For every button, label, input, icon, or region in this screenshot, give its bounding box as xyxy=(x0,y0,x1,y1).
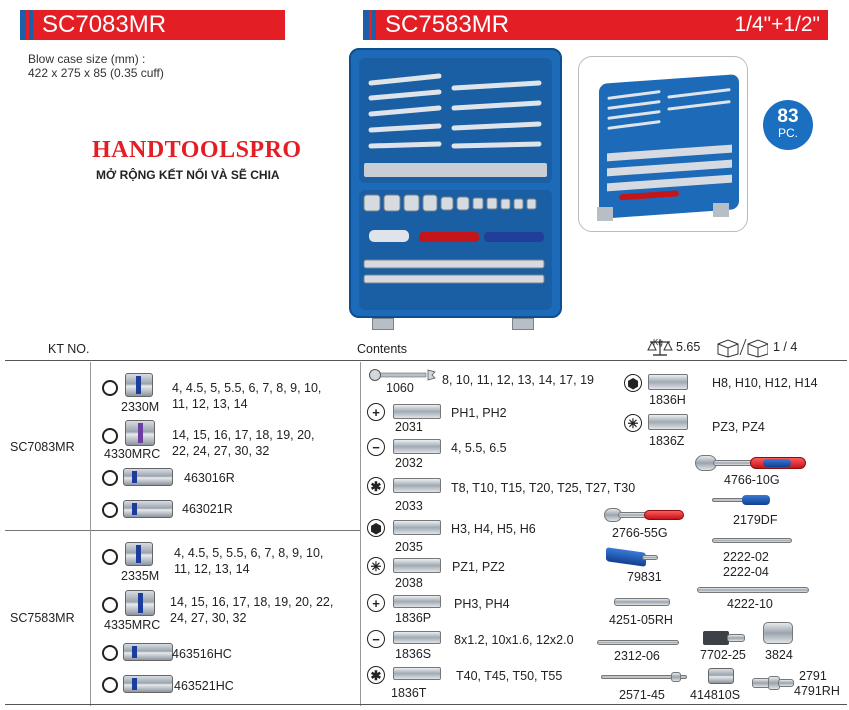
bit-socket-image xyxy=(393,478,441,493)
bit-socket-image xyxy=(393,558,441,573)
item-code: 2312-06 xyxy=(614,649,660,663)
inset-case-image xyxy=(599,74,739,219)
item-sizes: 4, 5.5, 6.5 xyxy=(451,441,507,455)
item-sizes: 8, 10, 11, 12, 13, 14, 17, 19 xyxy=(442,373,594,387)
phillips-icon: + xyxy=(367,594,385,612)
bit-socket-image xyxy=(393,439,441,454)
item-code: 463516HC xyxy=(172,647,232,661)
header-right-title: SC7583MR xyxy=(385,11,510,38)
table-divider xyxy=(90,362,91,706)
torx-icon: ✱ xyxy=(367,666,385,684)
inset-tool-case xyxy=(599,74,739,219)
socket-type-ring xyxy=(102,645,118,661)
item-code: 2222-04 xyxy=(723,565,769,579)
item-code: 4791RH xyxy=(794,684,840,698)
weight-unit: Kg xyxy=(653,338,663,347)
screwdriver-image xyxy=(712,495,770,505)
pozidriv-icon: ✳ xyxy=(624,414,642,432)
inset-photo-frame xyxy=(578,56,748,232)
socket-image xyxy=(125,373,153,397)
model-label: SC7083MR xyxy=(10,440,75,454)
socket-type-ring xyxy=(102,549,118,565)
ratchet-large-image xyxy=(695,455,807,471)
socket-type-ring xyxy=(102,502,118,518)
extension-image xyxy=(597,640,679,645)
bit-image xyxy=(648,414,688,430)
case-base xyxy=(359,190,552,310)
packing-value: 1 / 4 xyxy=(773,340,798,354)
item-code: 463016R xyxy=(184,471,235,485)
item-sizes: PH3, PH4 xyxy=(454,597,510,611)
item-code: 4766-10G xyxy=(724,473,780,487)
header-right xyxy=(363,10,828,40)
item-code: 2330M xyxy=(121,400,160,414)
socket-image xyxy=(125,542,153,566)
item-sizes: 8x1.2, 10x1.6, 12x2.0 xyxy=(454,633,574,647)
bit-image xyxy=(393,631,441,644)
hex-icon: ⬢ xyxy=(367,519,385,537)
carton-box-icon xyxy=(716,336,768,358)
header-left xyxy=(20,10,285,40)
header-accent xyxy=(363,10,369,40)
case-lid xyxy=(359,58,552,183)
header-accent xyxy=(20,10,26,40)
bit-socket-image xyxy=(393,404,441,419)
tool-case-open xyxy=(349,48,562,318)
item-sizes: T40, T45, T50, T55 xyxy=(456,669,563,683)
header-size-label: 1/4"+1/2" xyxy=(734,13,820,36)
pozidriv-icon: ✳ xyxy=(367,557,385,575)
item-code: 1836H xyxy=(649,393,686,407)
item-sizes: PH1, PH2 xyxy=(451,406,507,420)
adapter-socket-image xyxy=(708,668,734,684)
table-divider xyxy=(5,704,847,705)
extension-image xyxy=(614,598,670,606)
slotted-icon: − xyxy=(367,630,385,648)
blow-case-line1: Blow case size (mm) : xyxy=(28,52,146,66)
header-accent xyxy=(372,10,376,40)
extension-bar-image xyxy=(712,538,792,543)
header-accent xyxy=(29,10,33,40)
header-left-title: SC7083MR xyxy=(42,11,167,38)
item-sizes: 14, 15, 16, 17, 18, 19, 20, 22, 24, 27, 30, 32 xyxy=(172,428,315,458)
item-sizes: 14, 15, 16, 17, 18, 19, 20, 22, 24, 27, 30, 32 xyxy=(170,595,334,625)
item-code: 79831 xyxy=(627,570,662,584)
deep-socket-image xyxy=(123,500,173,518)
table-divider xyxy=(5,360,847,361)
item-code: 1060 xyxy=(386,381,414,395)
weight-block xyxy=(647,336,673,363)
adapter-image xyxy=(703,631,745,645)
item-code: 2038 xyxy=(395,576,423,590)
item-code: 2791 xyxy=(799,669,827,683)
case-latch xyxy=(512,318,534,330)
item-code: 4335MRC xyxy=(104,618,161,632)
inset-latch xyxy=(597,207,613,221)
socket-type-ring xyxy=(102,597,118,613)
item-sizes: H8, H10, H12, H14 xyxy=(712,376,818,390)
brand-logo: HANDTOOLSPRO xyxy=(92,137,302,163)
wrench-set-image xyxy=(359,58,552,183)
t-bar-image xyxy=(601,672,687,682)
item-sizes: PZ1, PZ2 xyxy=(452,560,505,574)
item-code: 414810S xyxy=(690,688,741,702)
table-divider xyxy=(360,362,361,706)
packing-icons xyxy=(716,336,768,363)
universal-joint-image xyxy=(752,676,794,690)
combination-wrench-icon xyxy=(368,368,436,382)
item-code: 463521HC xyxy=(174,679,234,693)
torx-icon: ✱ xyxy=(367,477,385,495)
item-code: 2035 xyxy=(395,540,423,554)
deep-socket-image xyxy=(123,468,173,486)
item-code: 2033 xyxy=(395,499,423,513)
slotted-icon: − xyxy=(367,438,385,456)
model-label: SC7583MR xyxy=(10,611,75,625)
deep-socket-image xyxy=(123,675,173,693)
bit-image xyxy=(648,374,688,390)
piece-unit: PC. xyxy=(777,126,798,140)
item-code: 4222-10 xyxy=(727,597,773,611)
socket-type-ring xyxy=(102,677,118,693)
kt-no-label: KT NO. xyxy=(48,342,90,356)
item-code: 2179DF xyxy=(733,513,778,527)
blow-case-line2: 422 x 275 x 85 (0.35 cuff) xyxy=(28,66,164,80)
item-code: 7702-25 xyxy=(700,648,746,662)
item-code: 2032 xyxy=(395,456,423,470)
item-sizes: PZ3, PZ4 xyxy=(712,420,765,434)
bit-socket-image xyxy=(393,520,441,535)
socket-image xyxy=(125,420,155,446)
item-sizes: T8, T10, T15, T20, T25, T27, T30 xyxy=(451,481,636,495)
weight-value: 5.65 xyxy=(676,340,701,354)
item-code: 2766-55G xyxy=(612,526,668,540)
contents-label: Contents xyxy=(357,342,408,356)
socket-type-ring xyxy=(102,380,118,396)
item-code: 1836T xyxy=(391,686,427,700)
item-code: 2571-45 xyxy=(619,688,665,702)
case-latch xyxy=(372,318,394,330)
bit-image xyxy=(393,595,441,608)
item-code: 463021R xyxy=(182,502,233,516)
item-sizes: 4, 4.5, 5, 5.5, 6, 7, 8, 9, 10, 11, 12, 13, 14 xyxy=(172,381,322,411)
socket-set-image xyxy=(359,190,552,310)
item-code: 2222-02 xyxy=(723,550,769,564)
item-code: 4251-05RH xyxy=(609,613,673,627)
deep-socket-image xyxy=(123,643,173,661)
socket-type-ring xyxy=(102,428,118,444)
universal-joint-image xyxy=(763,622,793,644)
bit-image xyxy=(393,667,441,680)
item-code: 2031 xyxy=(395,420,423,434)
item-code: 1836Z xyxy=(649,434,685,448)
socket-type-ring xyxy=(102,470,118,486)
item-code: 3824 xyxy=(765,648,793,662)
bit-holder-image xyxy=(606,550,658,564)
item-sizes: 4, 4.5, 5, 5.5, 6, 7, 8, 9, 10, 11, 12, 13, 14 xyxy=(174,546,324,576)
piece-count: 83 xyxy=(777,106,799,127)
hex-icon: ⬢ xyxy=(624,374,642,392)
socket-image xyxy=(125,590,155,616)
item-code: 1836S xyxy=(395,647,432,661)
inset-latch xyxy=(713,203,729,217)
long-extension-image xyxy=(697,587,809,593)
item-code: 1836P xyxy=(395,611,432,625)
table-divider xyxy=(5,530,360,531)
ratchet-small-image xyxy=(604,508,684,522)
piece-count-badge xyxy=(763,100,813,150)
brand-tagline: MỞ RỘNG KẾT NỐI VÀ SẼ CHIA xyxy=(96,168,280,182)
item-code: 2335M xyxy=(121,569,160,583)
item-code: 4330MRC xyxy=(104,447,161,461)
item-sizes: H3, H4, H5, H6 xyxy=(451,522,536,536)
phillips-icon: + xyxy=(367,403,385,421)
